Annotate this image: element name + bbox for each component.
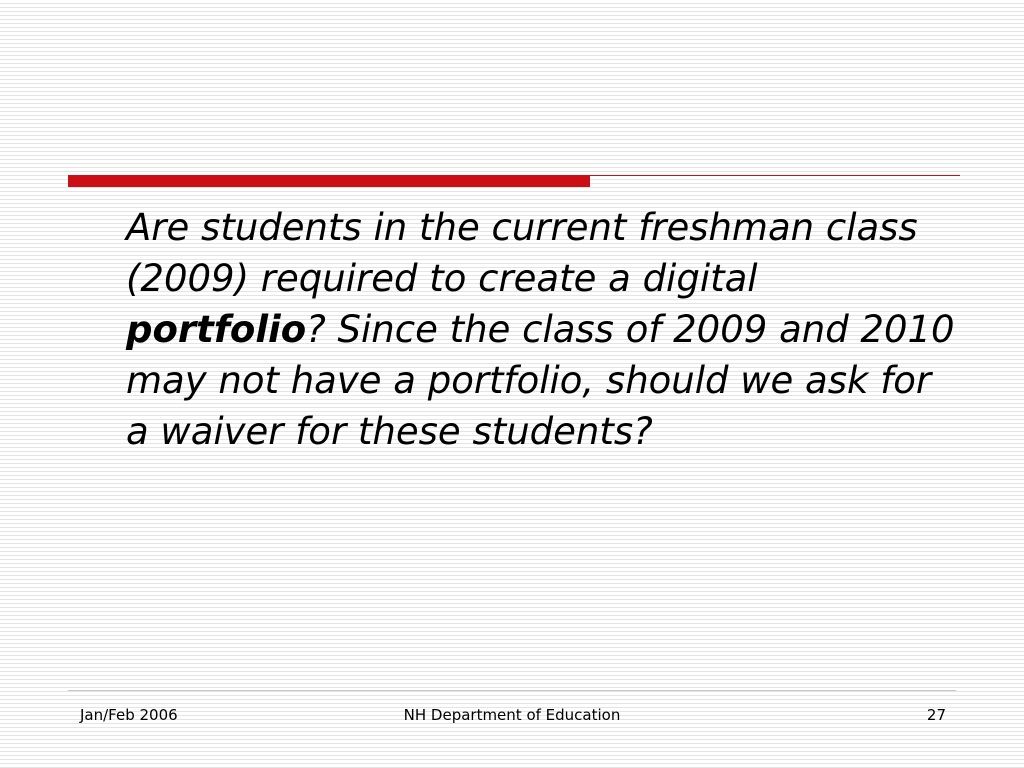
slide-body-text: [126, 202, 956, 457]
body-text-emphasis: portfolio: [126, 308, 307, 351]
footer-organization: NH Department of Education: [403, 706, 621, 724]
footer-date: Jan/Feb 2006: [80, 706, 178, 724]
footer-rule: [68, 690, 956, 691]
footer-page-number: 27: [926, 706, 946, 724]
title-rule-thick: [68, 175, 590, 187]
body-text-part1: Are students in the current freshman class (2009) required to create a digital: [126, 206, 918, 300]
body-text-part2: ? Since the class of 2009 and 2010 may not have a portfolio, should we ask for a waiver for these students?: [126, 308, 955, 453]
title-rule-thin: [590, 175, 960, 176]
